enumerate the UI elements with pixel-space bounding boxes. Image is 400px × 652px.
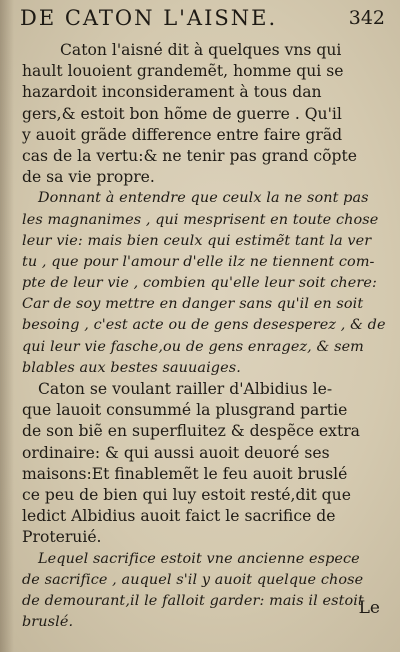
text-line: de son biẽ en superfluitez & despẽce extra — [22, 422, 360, 441]
text-line: gers,& estoit bon hõme de guerre . Qu'il — [22, 104, 342, 123]
text-line: cas de la vertu:& ne tenir pas grand cõpte — [22, 146, 358, 165]
text-line: y auoit grãde difference entre faire grãd — [22, 125, 343, 144]
text-line: maisons:Et finablemẽt le feu auoit bruslé — [22, 464, 348, 483]
text-line: ce peu de bien qui luy estoit resté,dit que — [22, 485, 351, 504]
text-line: hault louoient grandemẽt, homme qui se — [22, 62, 344, 81]
text-line: Caton se voulant railler d'Albidius le- — [38, 380, 333, 398]
text-line: Caton l'aisné dit à quelques vns qui — [60, 41, 342, 59]
text-line: bruslé. — [22, 614, 74, 631]
text-line: Proteruié. — [22, 528, 102, 547]
text-line: Car de soy mettre en danger sans qu'il en soit — [22, 296, 364, 313]
text-line: leur vie: mais bien ceulx qui estimẽt tant la ver — [22, 232, 372, 249]
running-title: DE CATON L'AISNE. — [20, 6, 278, 30]
text-line: hazardoit inconsiderament à tous dan — [22, 83, 322, 102]
body-text — [22, 40, 386, 633]
text-line: pte de leur vie , combien qu'elle leur soit chere: — [22, 275, 377, 292]
catchword: Le — [358, 598, 380, 618]
text-line: qui leur vie fasche,ou de gens enragez, & sem — [22, 338, 364, 355]
text-line: de sacrifice , auquel s'il y auoit quelque chose — [22, 571, 364, 588]
text-line: Lequel sacrifice estoit vne ancienne espece — [38, 550, 360, 567]
text-line: ordinaire: & qui aussi auoit deuoré ses — [22, 443, 330, 462]
text-line: de sa vie propre. — [22, 168, 155, 187]
text-line: les magnanimes , qui mesprisent en toute chose — [22, 211, 379, 228]
page-header — [20, 6, 385, 36]
text-line: Donnant à entendre que ceulx la ne sont pas — [38, 190, 369, 207]
text-line: ledict Albidius auoit faict le sacrifice de — [22, 507, 336, 526]
gutter-shadow — [0, 0, 14, 652]
text-line: blables aux bestes sauuaiges. — [22, 359, 241, 376]
text-line: besoing , c'est acte ou de gens desesperez , & de — [22, 317, 386, 334]
text-line: que lauoit consummé la plusgrand partie — [22, 401, 348, 420]
page-number: 342 — [348, 7, 385, 29]
text-line: tu , que pour l'amour d'elle ilz ne tiennent com- — [22, 253, 375, 270]
text-line: de demourant,il le falloit garder: mais il estoit — [22, 592, 364, 609]
